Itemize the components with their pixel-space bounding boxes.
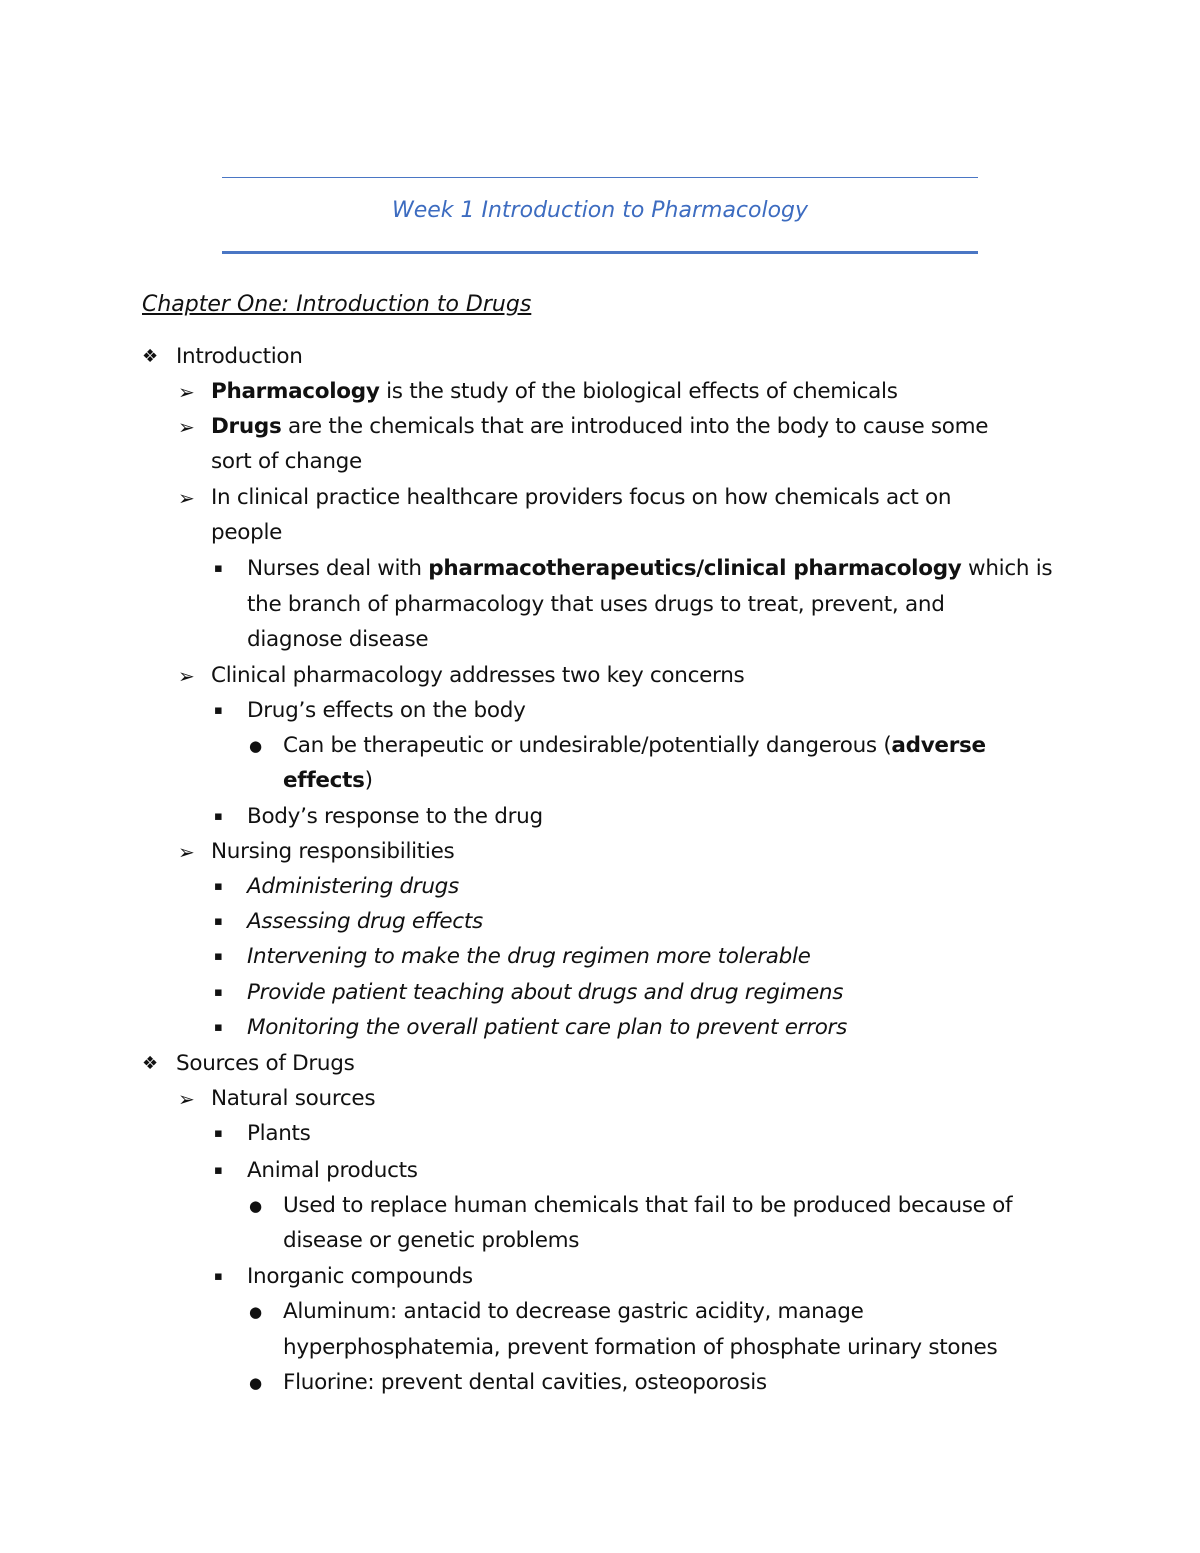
sub-bullet-icon: ▪ <box>214 914 223 929</box>
term: Drugs <box>211 414 282 439</box>
sub-item-continued: diagnose disease <box>247 627 429 652</box>
item-arrow-icon: ➢ <box>178 415 195 439</box>
item-arrow-icon: ➢ <box>178 486 195 510</box>
sub-bullet-icon: ▪ <box>214 949 223 964</box>
sub-bullet-icon: ▪ <box>214 703 223 718</box>
sub-bullet-icon: ▪ <box>214 561 223 576</box>
sub-item: Body’s response to the drug <box>247 804 543 829</box>
sub-item: Assessing drug effects <box>247 909 483 934</box>
sub-bullet-icon: ▪ <box>214 1020 223 1035</box>
section-bullet-icon: ❖ <box>142 1053 159 1074</box>
list-item: Nursing responsibilities <box>211 839 455 864</box>
sub-sub-item: Used to replace human chemicals that fail to be produced because of <box>283 1193 1013 1218</box>
sub-item-continued: the branch of pharmacology that uses drugs to treat, prevent, and <box>247 592 945 617</box>
sub-bullet-icon: ▪ <box>214 1269 223 1284</box>
sub-sub-item-continued: hyperphosphatemia, prevent formation of phosphate urinary stones <box>283 1335 998 1360</box>
item-arrow-icon: ➢ <box>178 1087 195 1111</box>
sub-bullet-icon: ▪ <box>214 809 223 824</box>
sub-sub-item: Fluorine: prevent dental cavities, osteoporosis <box>283 1370 767 1395</box>
list-item: Drugs are the chemicals that are introduced into the body to cause some <box>211 414 989 439</box>
sub-item: Intervening to make the drug regimen more tolerable <box>247 944 811 969</box>
section-heading-introduction: Introduction <box>176 344 303 369</box>
sub-item: Drug’s effects on the body <box>247 698 526 723</box>
chapter-heading: Chapter One: Introduction to Drugs <box>142 292 532 317</box>
dot-bullet-icon: ● <box>249 1303 263 1321</box>
sub-bullet-icon: ▪ <box>214 1126 223 1141</box>
list-item: Pharmacology is the study of the biological effects of chemicals <box>211 379 898 404</box>
list-item: In clinical practice healthcare providers focus on how chemicals act on <box>211 485 952 510</box>
sub-item: Provide patient teaching about drugs and drug regimens <box>247 980 844 1005</box>
sub-item: Plants <box>247 1121 311 1146</box>
sub-sub-item-continued: effects) <box>283 768 373 793</box>
header-rule-top <box>222 177 978 178</box>
list-item: Natural sources <box>211 1086 376 1111</box>
list-item: Clinical pharmacology addresses two key concerns <box>211 663 745 688</box>
section-bullet-icon: ❖ <box>142 346 159 367</box>
list-item-continued: sort of change <box>211 449 362 474</box>
sub-item: Nurses deal with pharmacotherapeutics/clinical pharmacology which is <box>247 556 1053 581</box>
sub-sub-item: Can be therapeutic or undesirable/potentially dangerous (adverse <box>283 733 986 758</box>
sub-item: Administering drugs <box>247 874 459 899</box>
sub-bullet-icon: ▪ <box>214 985 223 1000</box>
header-rule-bottom <box>222 251 978 254</box>
item-arrow-icon: ➢ <box>178 380 195 404</box>
term: Pharmacology <box>211 379 380 404</box>
sub-item: Animal products <box>247 1158 418 1183</box>
item-arrow-icon: ➢ <box>178 664 195 688</box>
sub-item: Monitoring the overall patient care plan to prevent errors <box>247 1015 848 1040</box>
item-arrow-icon: ➢ <box>178 840 195 864</box>
sub-item: Inorganic compounds <box>247 1264 473 1289</box>
dot-bullet-icon: ● <box>249 737 263 755</box>
list-item-continued: people <box>211 520 283 545</box>
page-title: Week 1 Introduction to Pharmacology <box>391 198 809 223</box>
dot-bullet-icon: ● <box>249 1374 263 1392</box>
sub-bullet-icon: ▪ <box>214 879 223 894</box>
section-heading-sources: Sources of Drugs <box>176 1051 355 1076</box>
sub-sub-item: Aluminum: antacid to decrease gastric acidity, manage <box>283 1299 864 1324</box>
dot-bullet-icon: ● <box>249 1197 263 1215</box>
sub-sub-item-continued: disease or genetic problems <box>283 1228 580 1253</box>
sub-bullet-icon: ▪ <box>214 1163 223 1178</box>
